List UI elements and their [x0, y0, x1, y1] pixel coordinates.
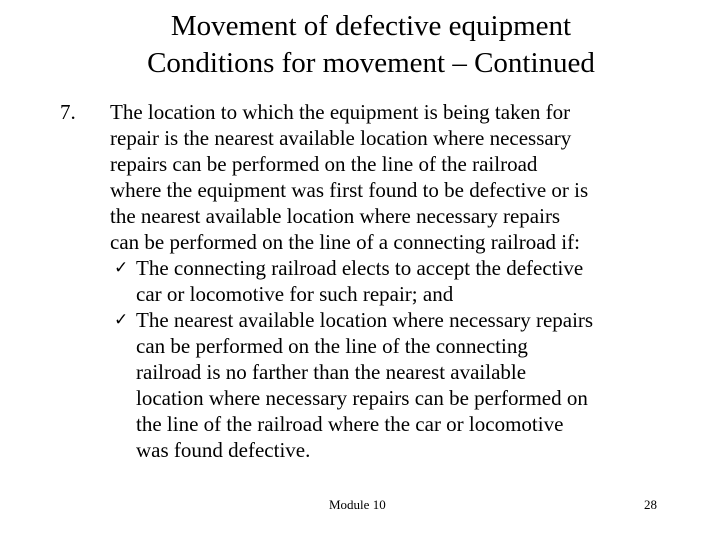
bullet-line: the line of the railroad where the car or locomotive — [136, 412, 564, 436]
bullet-item — [114, 307, 670, 463]
paragraph-line: repair is the nearest available location where necessary — [110, 126, 572, 150]
paragraph-line: can be performed on the line of a connecting railroad if: — [110, 230, 580, 254]
bullet-line: can be performed on the line of the connecting — [136, 334, 528, 358]
paragraph-line: where the equipment was first found to be defective or is — [110, 178, 589, 202]
bullet-item — [114, 255, 670, 307]
check-icon: ✓ — [114, 258, 129, 278]
bullet-line: railroad is no farther than the nearest available — [136, 360, 527, 384]
title-line-2: Conditions for movement – Continued — [147, 47, 595, 79]
bullet-line: was found defective. — [136, 438, 311, 462]
item-number: 7. — [60, 100, 76, 124]
bullet-line: The connecting railroad elects to accept the defective — [136, 256, 584, 280]
title-line-1: Movement of defective equipment — [170, 10, 572, 42]
bullet-line: The nearest available location where necessary repairs — [136, 308, 594, 332]
paragraph-line: The location to which the equipment is being taken for — [110, 100, 571, 124]
bullet-line: location where necessary repairs can be performed on — [136, 386, 588, 410]
slide-title — [0, 8, 720, 82]
check-icon: ✓ — [114, 310, 129, 330]
paragraph-line: the nearest available location where necessary repairs — [110, 204, 561, 228]
bullet-line: car or locomotive for such repair; and — [136, 282, 454, 306]
item-body — [110, 99, 670, 463]
footer-page-number: 28 — [644, 497, 657, 512]
footer-module: Module 10 — [329, 497, 386, 512]
paragraph-line: repairs can be performed on the line of the railroad — [110, 152, 538, 176]
